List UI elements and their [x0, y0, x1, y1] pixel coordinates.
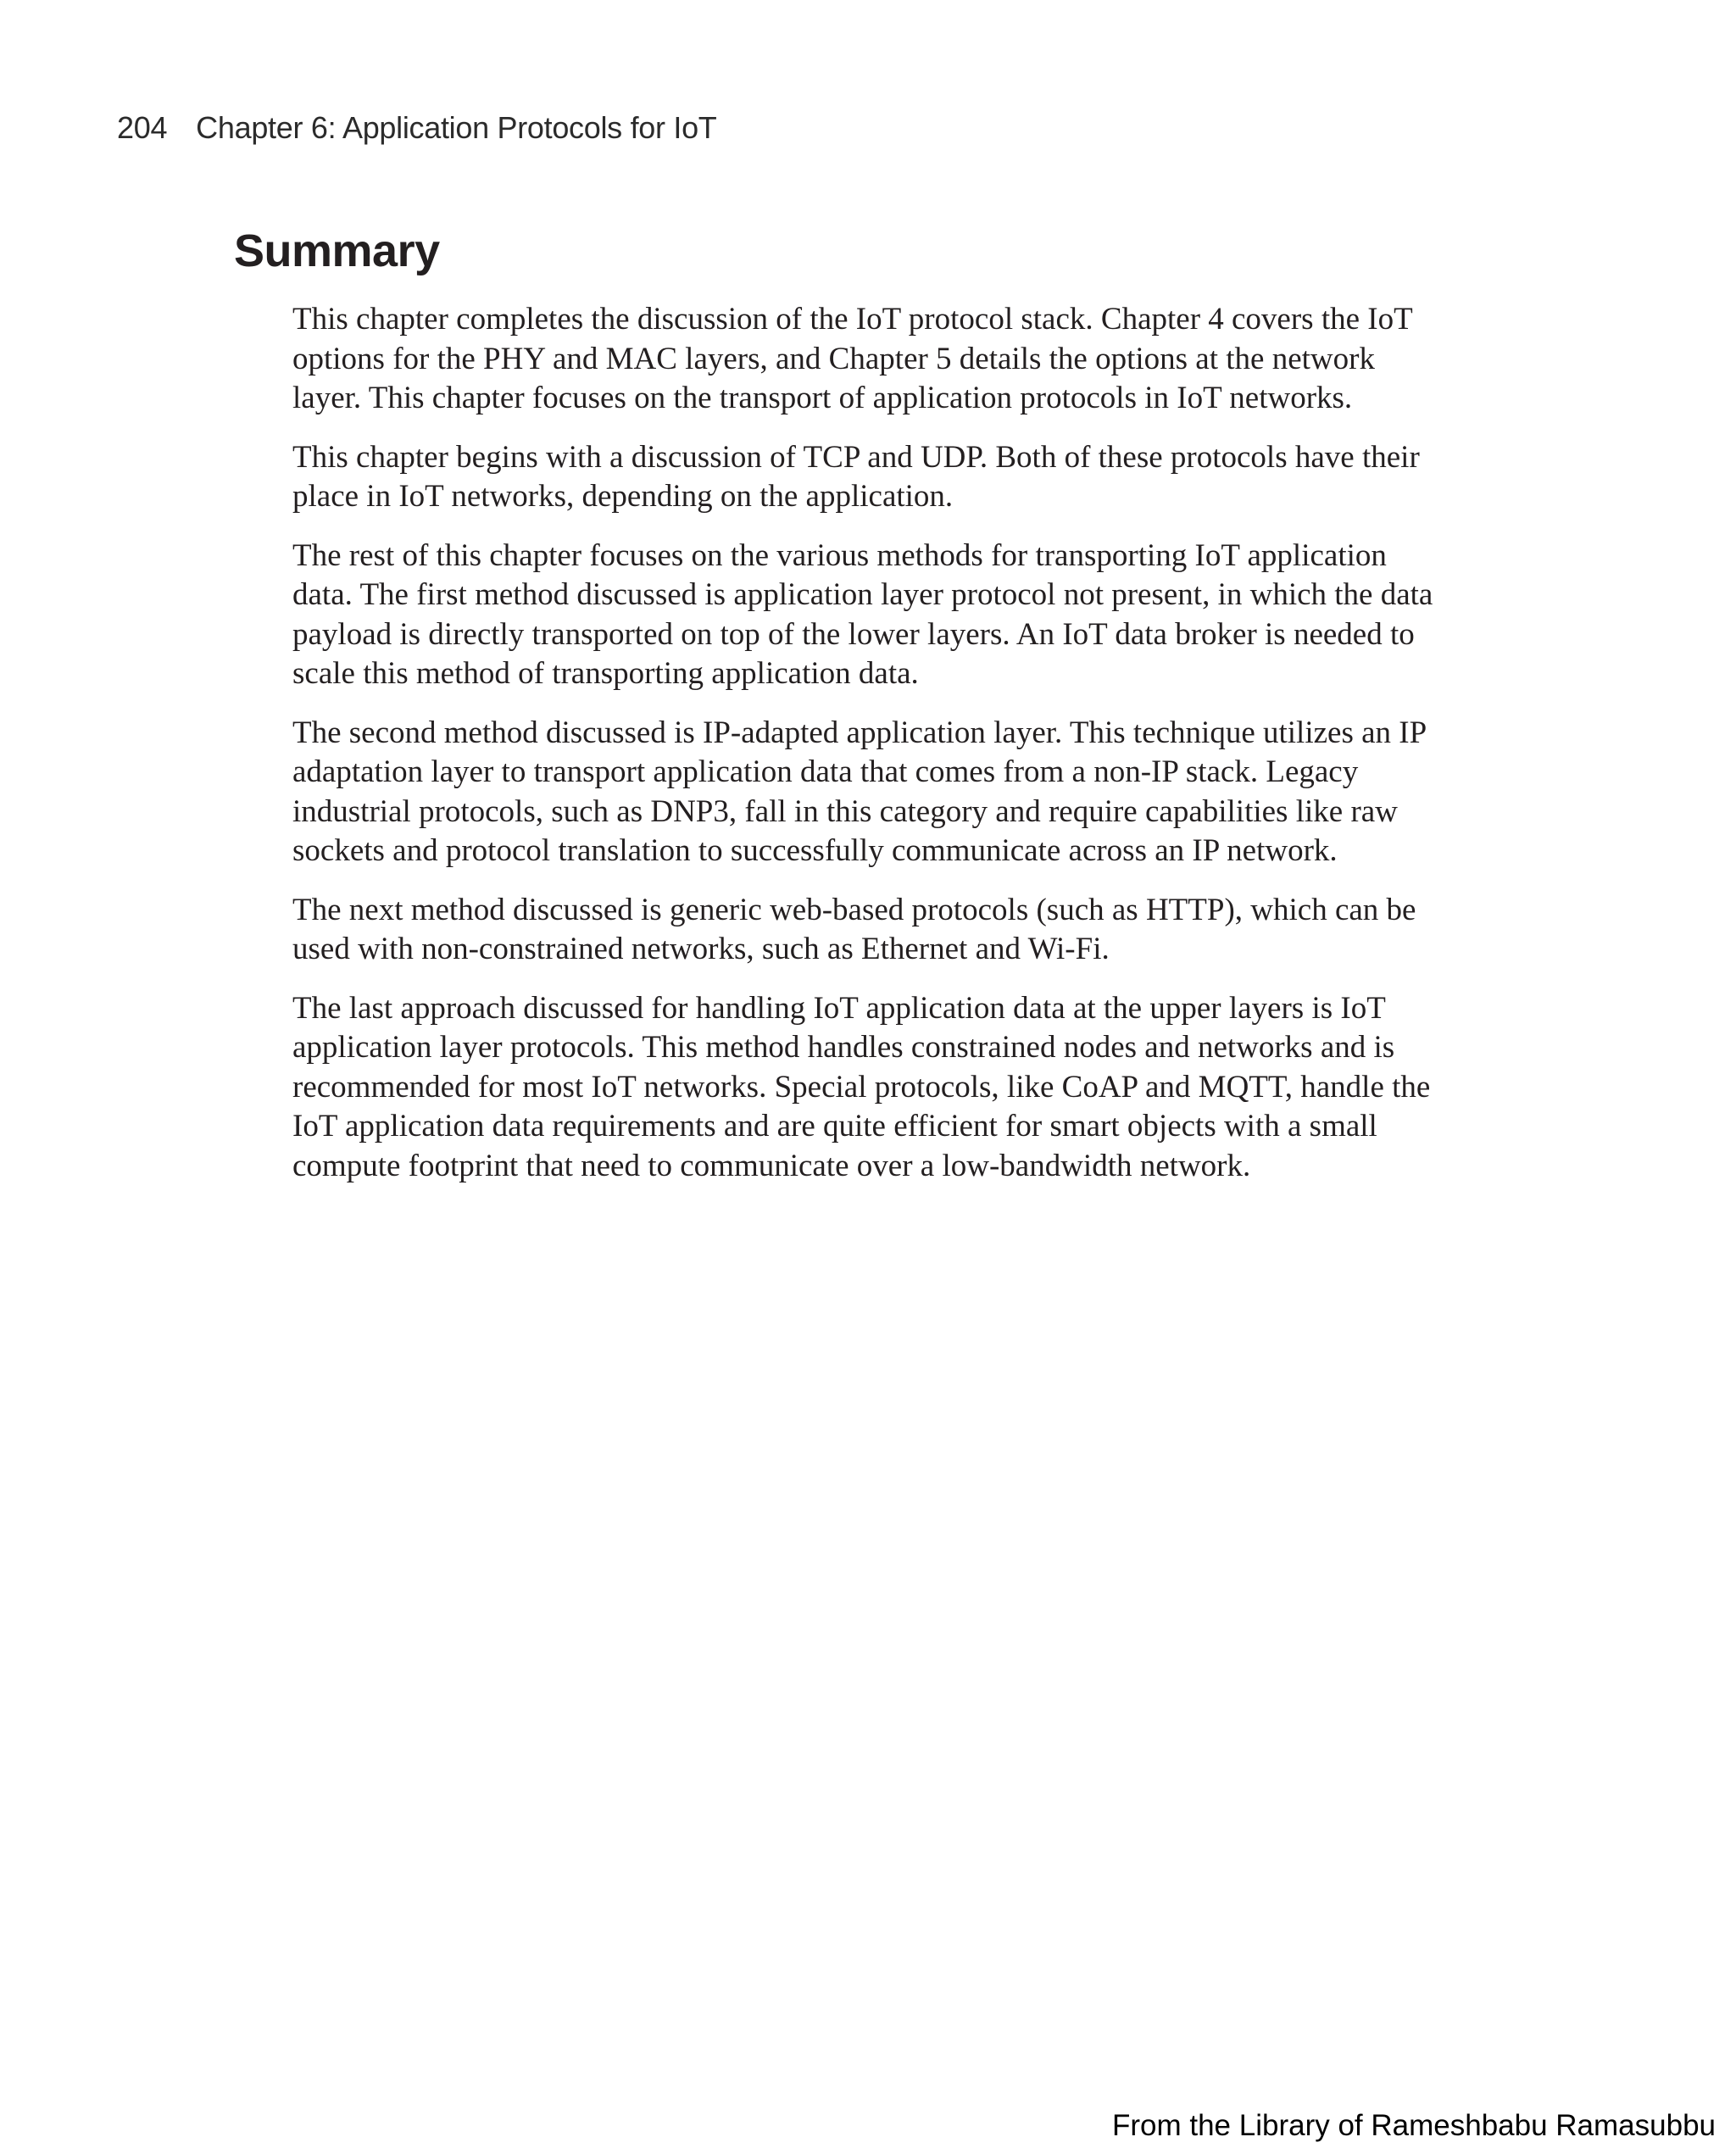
chapter-title: Chapter 6: Application Protocols for IoT [196, 110, 717, 145]
page-number: 204 [117, 110, 168, 145]
paragraph: This chapter completes the discussion of the IoT protocol stack. Chapter 4 covers the IoT options for the PHY and MAC layers, and Chapter 5 details the options at the network layer. This chapter focuses on the transport of application protocols in IoT networks. [292, 302, 1413, 415]
paragraph: The last approach discussed for handling IoT application data at the upper layers is IoT application layer protocols. This method handles constrained nodes and networks and is recommended for most IoT networks. Special protocols, like CoAP and MQTT, handle the IoT application data requirements and are quite efficient for smart objects with a small compute footprint that need to communicate over a low-bandwidth network. [292, 990, 1431, 1183]
summary-body [292, 300, 1445, 1205]
library-footer: From the Library of Rameshbabu Ramasubbu [1111, 2109, 1716, 2142]
section-title: Summary [234, 225, 440, 276]
running-head [117, 110, 717, 146]
paragraph: This chapter begins with a discussion of TCP and UDP. Both of these protocols have their place in IoT networks, depending on the application. [292, 439, 1420, 514]
paragraph: The second method discussed is IP-adapted application layer. This technique utilizes an IP adaptation layer to transport application data that comes from a non-IP stack. Legacy industrial protocols, such as DNP3, fall in this category and require capabilities like raw sockets and protocol translation to successfully communicate across an IP network. [292, 715, 1426, 868]
paragraph: The rest of this chapter focuses on the various methods for transporting IoT application data. The first method discussed is application layer protocol not present, in which the data payload is directly transported on top of the lower layers. An IoT data broker is needed to scale this method of transporting application data. [292, 537, 1433, 691]
paragraph: The next method discussed is generic web-based protocols (such as HTTP), which can be used with non-constrained networks, such as Ethernet and Wi-Fi. [292, 892, 1416, 966]
